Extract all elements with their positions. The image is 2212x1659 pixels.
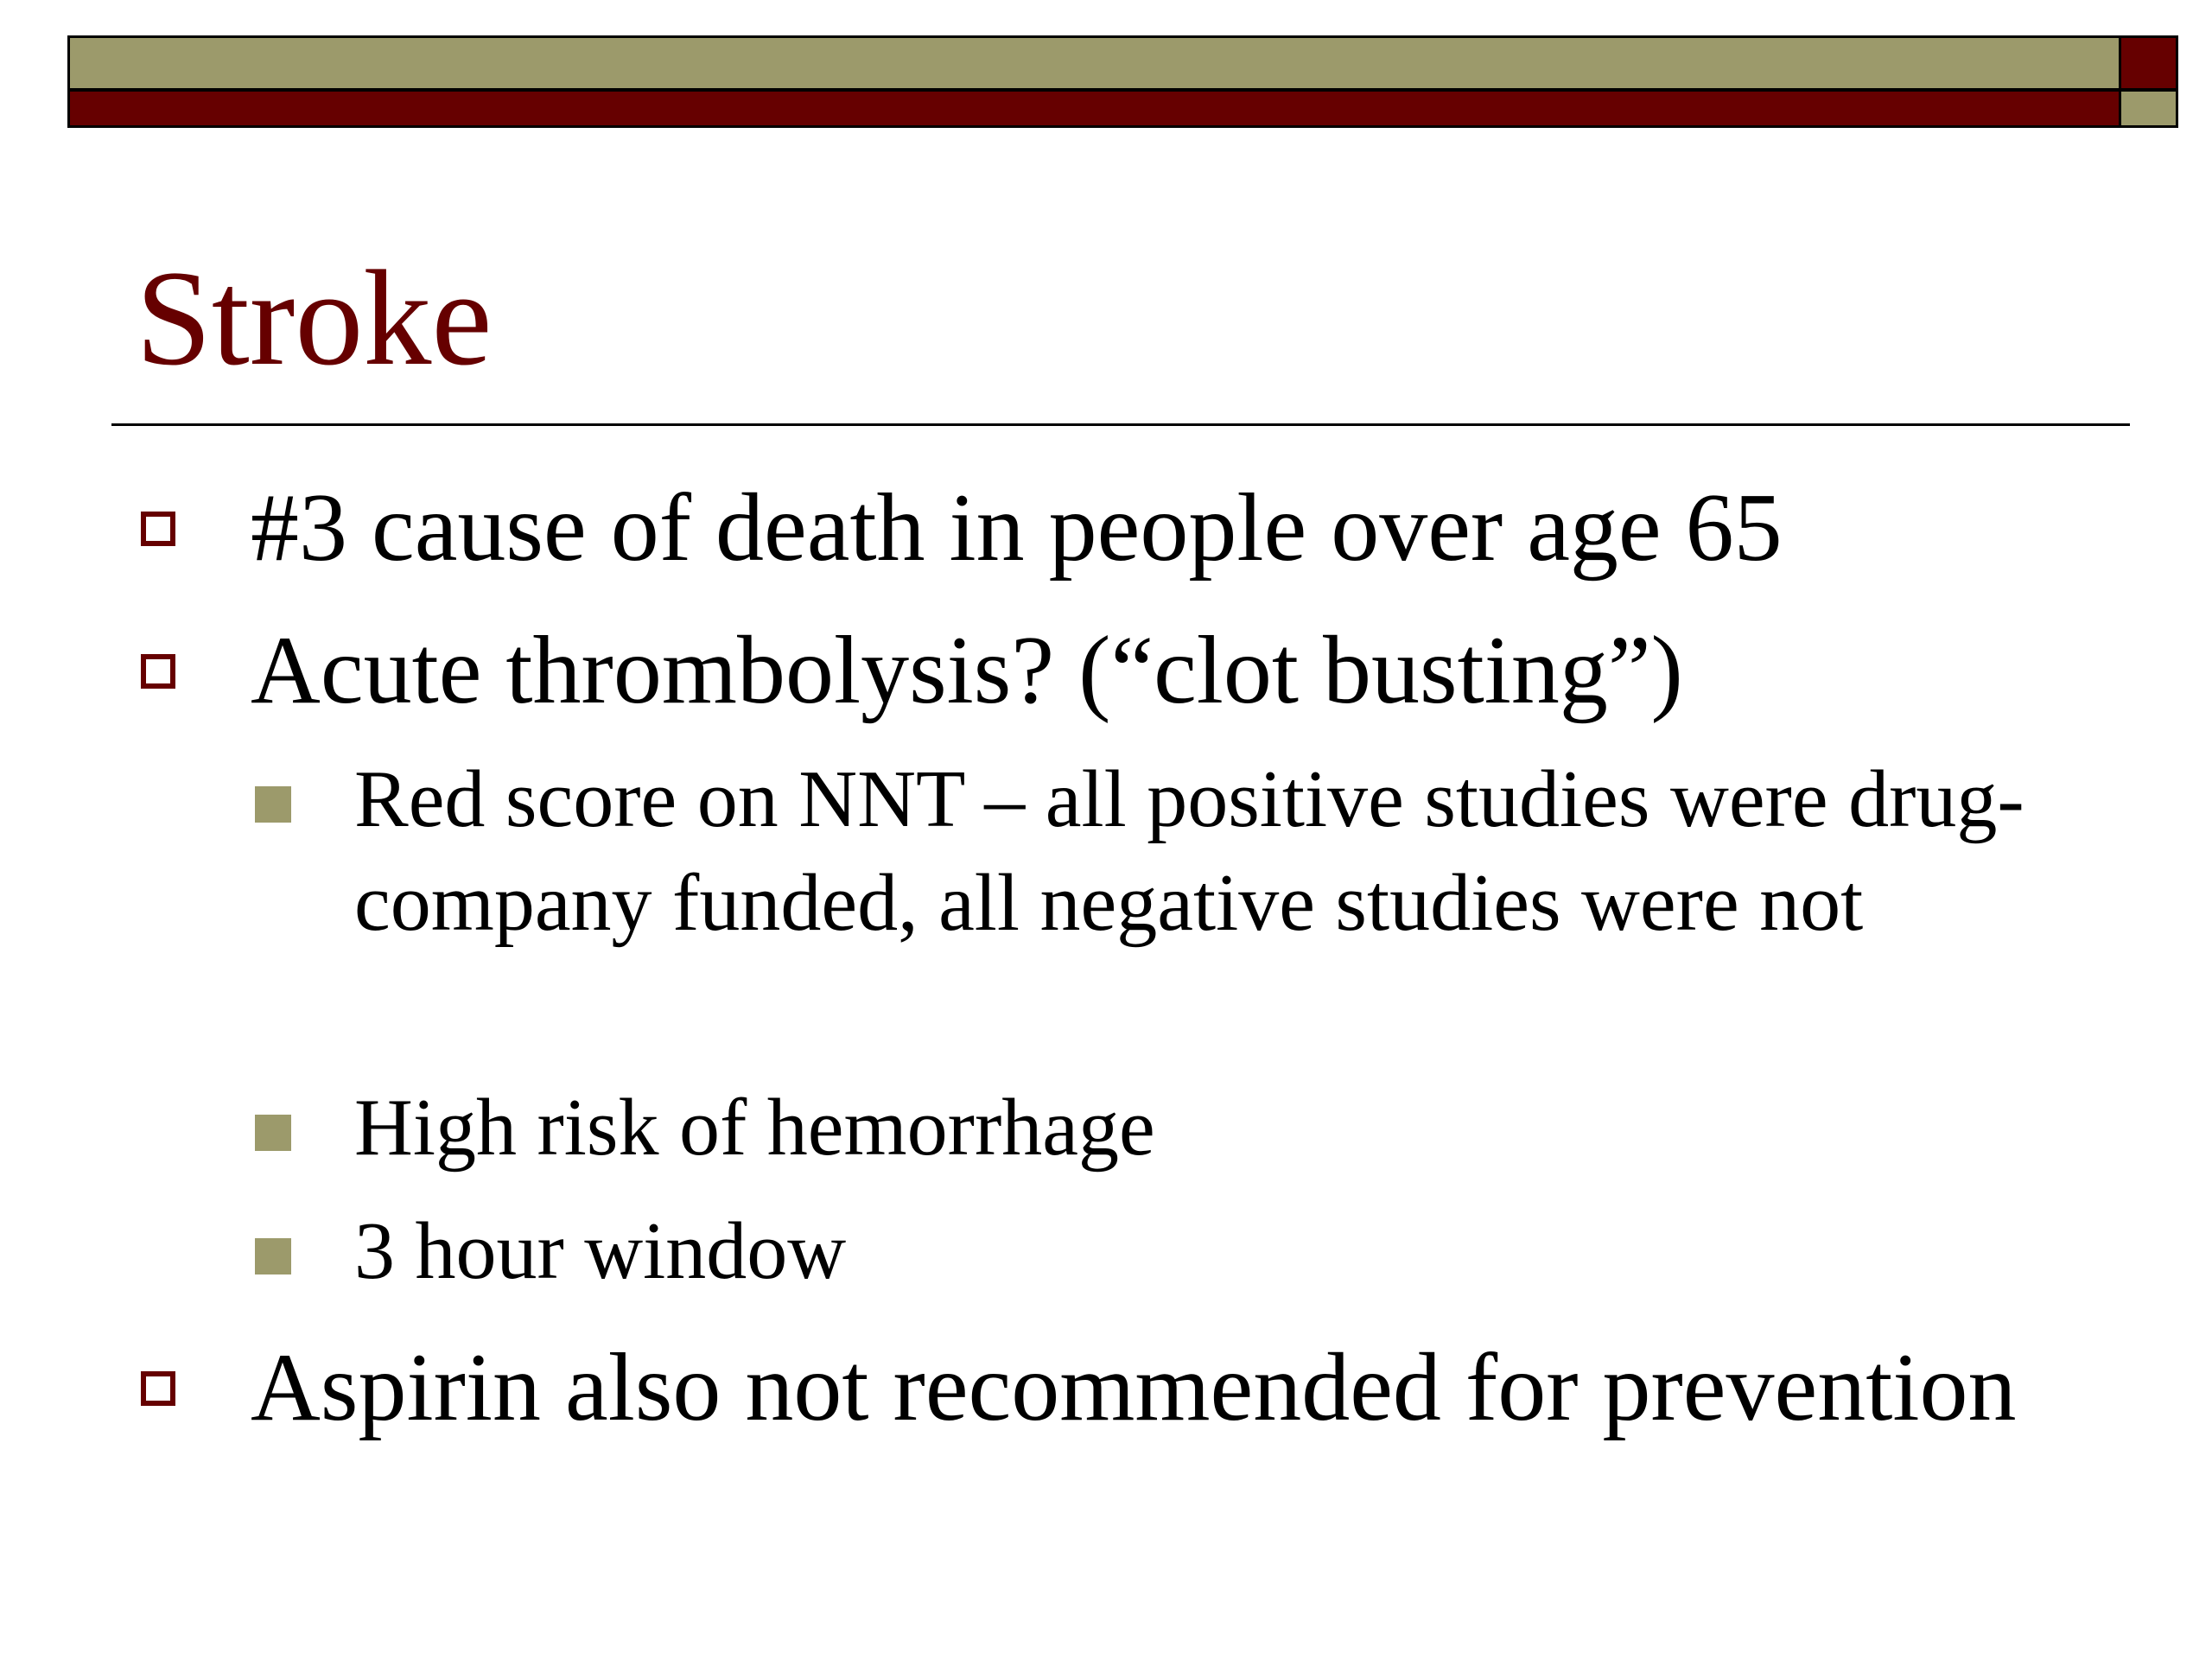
header-bar <box>67 35 2178 128</box>
header-corner-olive-square <box>2119 90 2178 128</box>
header-corner-maroon-square <box>2119 35 2178 90</box>
bullet-text: Acute thrombolysis? (“clot busting”) <box>251 617 1683 724</box>
hollow-square-bullet-icon <box>141 1371 175 1406</box>
filled-square-bullet-icon <box>255 786 291 823</box>
filled-square-bullet-icon <box>255 1115 291 1151</box>
header-bar-maroon-stripe <box>67 90 2121 128</box>
bullet-text: Aspirin also not recommended for prevention <box>251 1334 2017 1441</box>
sub-bullet-text: Red score on NNT – all positive studies were drug-company funded, all negative studies were not <box>354 754 2024 948</box>
title-divider <box>111 423 2130 426</box>
sub-bullet-text: 3 hour window <box>354 1206 847 1296</box>
sub-bullet-text: High risk of hemorrhage <box>354 1083 1155 1173</box>
bullet-text: #3 cause of death in people over age 65 <box>251 474 1783 582</box>
hollow-square-bullet-icon <box>141 654 175 689</box>
slide-title: Stroke <box>136 243 493 394</box>
filled-square-bullet-icon <box>255 1238 291 1274</box>
header-bar-olive-stripe <box>67 35 2121 90</box>
hollow-square-bullet-icon <box>141 512 175 546</box>
